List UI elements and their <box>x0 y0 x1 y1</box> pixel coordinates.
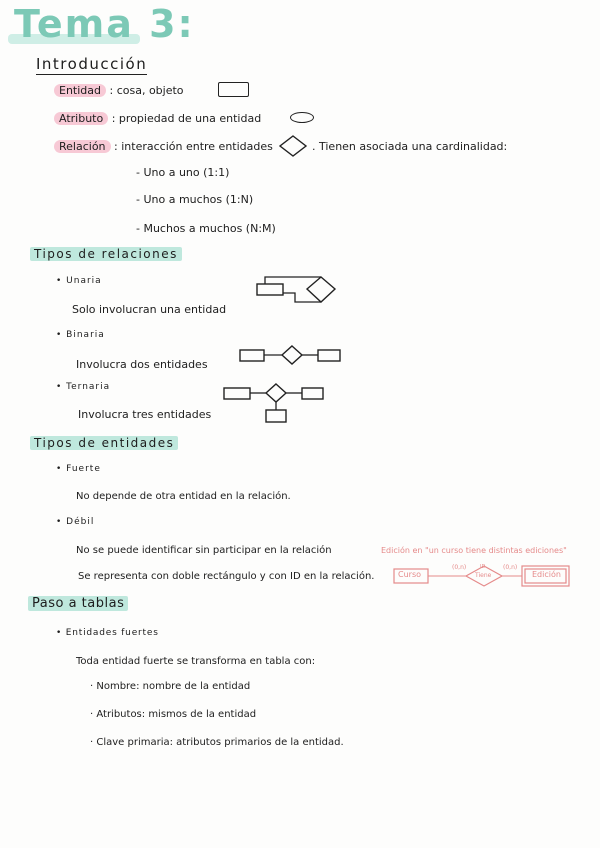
entidad-term: Entidad <box>54 84 106 97</box>
relationship-diamond-icon <box>278 134 308 158</box>
paso-bullet: · Clave primaria: atributos primarios de la entidad. <box>90 737 344 748</box>
example-rel: Tiene <box>475 572 492 579</box>
debil-desc-1: No se puede identificar sin participar en la relación <box>76 545 332 556</box>
paso-bullet: · Nombre: nombre de la entidad <box>90 681 251 692</box>
debil-example-note: Edición en "un curso tiene distintas ediciones" <box>381 546 567 555</box>
fuerte-label: • Fuerte <box>56 464 101 474</box>
entidad-line <box>54 84 184 97</box>
heading-introduccion <box>36 55 147 73</box>
example-card-1: (0,n) <box>452 564 467 571</box>
unaria-desc: Solo involucran una entidad <box>72 303 227 316</box>
binaria-desc: Involucra dos entidades <box>76 358 208 371</box>
atributo-desc: : propiedad de una entidad <box>111 112 262 125</box>
heading-introduccion-text: Introducción <box>36 55 148 73</box>
ternaria-label: • Ternaria <box>56 382 111 392</box>
unary-relation-diagram <box>255 274 337 308</box>
paso-bullet: · Atributos: mismos de la entidad <box>90 709 257 720</box>
atributo-term: Atributo <box>54 112 108 125</box>
atributo-line <box>54 112 261 125</box>
relacion-term: Relación <box>54 140 111 153</box>
fuerte-desc: No depende de otra entidad en la relación. <box>76 491 291 502</box>
heading-tipos-entidades <box>30 436 178 450</box>
unaria-label: • Unaria <box>56 276 102 286</box>
heading-tipos-entidades-text: Tipos de entidades <box>30 436 178 450</box>
example-edicion: Edición <box>532 570 561 579</box>
example-rel-id: ID <box>480 564 486 570</box>
binary-relation-diagram <box>238 344 344 368</box>
debil-desc-2: Se representa con doble rectángulo y con ID en la relación. <box>78 571 375 582</box>
ternaria-desc: Involucra tres entidades <box>78 408 212 421</box>
heading-paso-tablas <box>28 596 128 611</box>
ternary-relation-diagram <box>222 382 326 428</box>
entity-rectangle-icon <box>218 82 249 97</box>
relacion-desc: : interacción entre entidades <box>114 140 273 153</box>
relacion-desc-2: . Tienen asociada una cardinalidad: <box>312 140 508 153</box>
example-curso: Curso <box>398 570 422 579</box>
debil-label: • Débil <box>56 517 95 527</box>
page-title: Tema 3: <box>14 2 195 46</box>
card-item: - Uno a muchos (1:N) <box>136 193 254 206</box>
weak-entity-example-diagram <box>392 561 572 589</box>
attribute-ellipse-icon <box>290 112 314 123</box>
paso-item: • Entidades fuertes <box>56 628 159 638</box>
card-item: - Uno a uno (1:1) <box>136 166 230 179</box>
entidad-desc: : cosa, objeto <box>109 84 184 97</box>
binaria-label: • Binaria <box>56 330 105 340</box>
heading-paso-tablas-text: Paso a tablas <box>28 596 128 611</box>
heading-tipos-relaciones <box>30 247 182 261</box>
heading-tipos-relaciones-text: Tipos de relaciones <box>30 247 182 261</box>
relacion-line <box>54 140 273 153</box>
paso-desc: Toda entidad fuerte se transforma en tabla con: <box>76 656 316 667</box>
card-item: - Muchos a muchos (N:M) <box>136 222 276 235</box>
example-card-2: (0,n) <box>503 564 518 571</box>
